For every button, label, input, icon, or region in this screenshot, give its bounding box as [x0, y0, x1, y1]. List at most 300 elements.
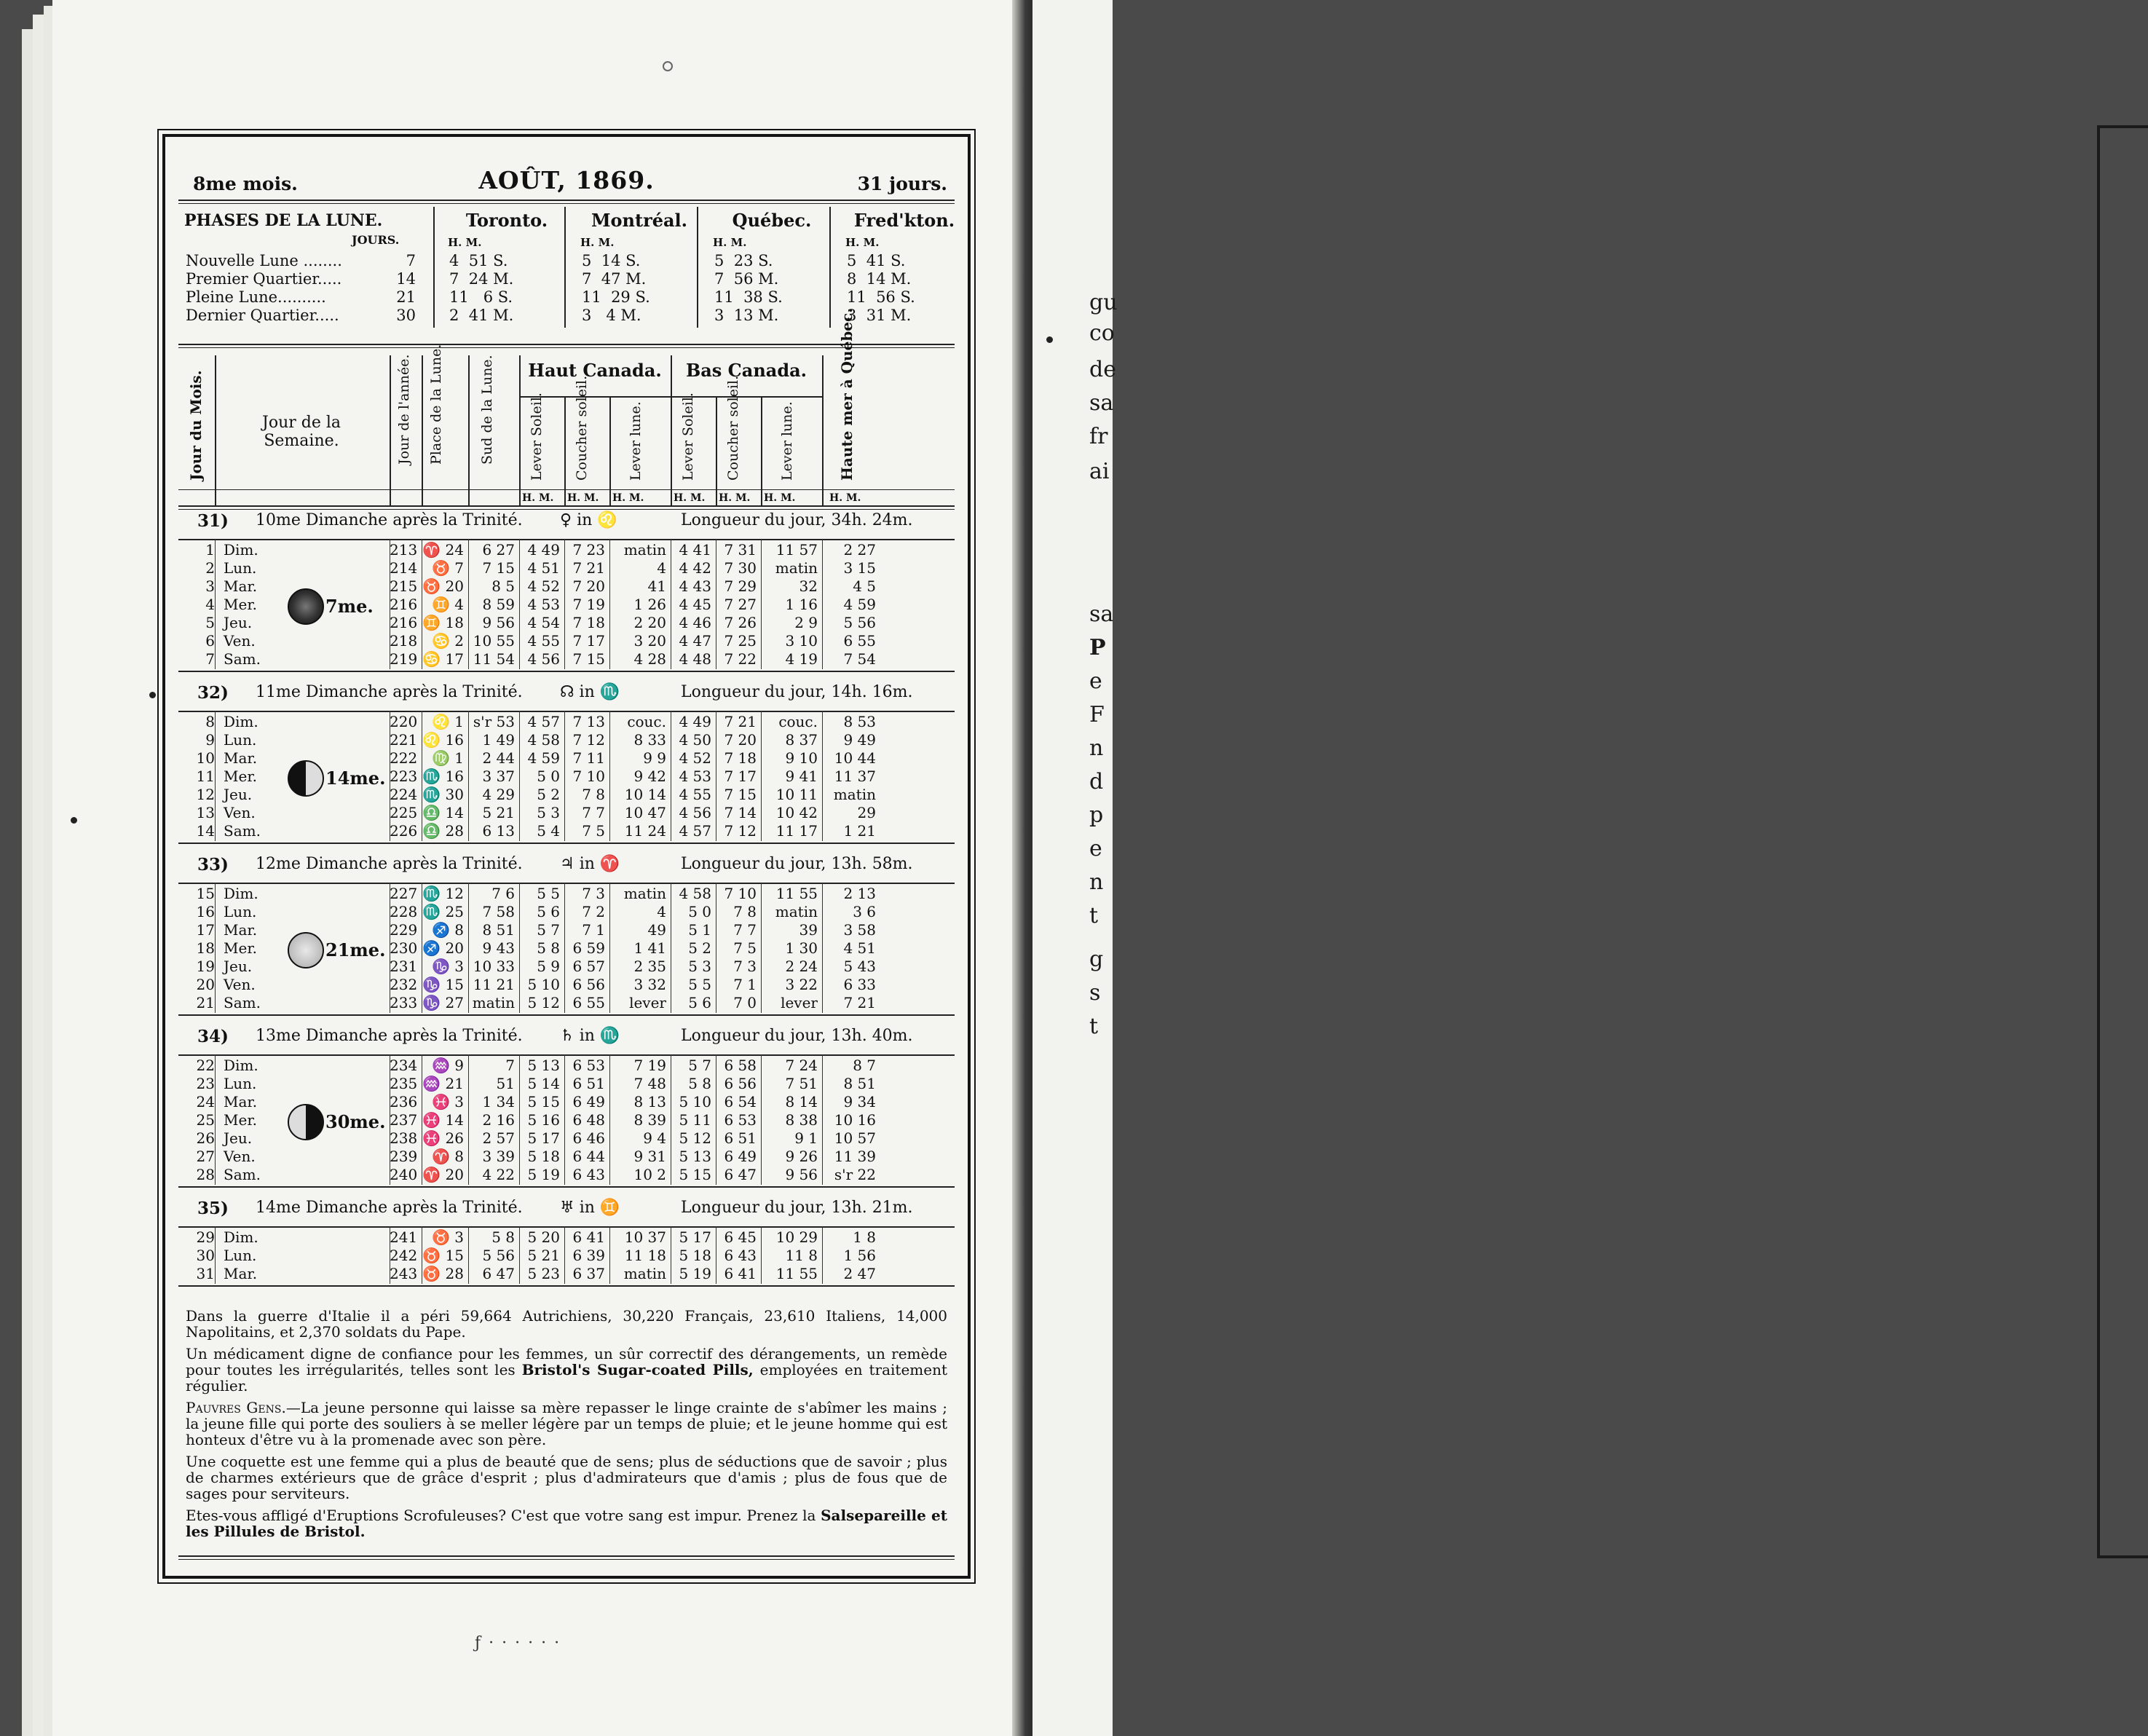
cell: 39: [799, 921, 818, 939]
cell: Sam.: [224, 994, 261, 1011]
column-header: Jour de l'année.: [396, 354, 412, 465]
cell: 7 20: [724, 731, 757, 749]
cell: ♓ 3: [432, 1093, 464, 1110]
cell: ♐ 20: [422, 939, 464, 957]
cell: 237: [390, 1111, 418, 1129]
cell: ♌ 16: [422, 731, 464, 749]
cell: 7 12: [572, 731, 605, 749]
cell: ♉ 3: [432, 1228, 464, 1246]
cell: 7 21: [724, 713, 757, 730]
cell: 27: [196, 1148, 215, 1165]
cell: 236: [390, 1093, 418, 1110]
cell: 2 44: [482, 749, 515, 767]
cell: 4 29: [482, 786, 515, 803]
cell: 9: [205, 731, 215, 749]
cell: 6 55: [843, 632, 876, 650]
cell: 7 24: [785, 1057, 818, 1074]
cell: 3 22: [785, 976, 818, 993]
cell: 4 58: [679, 885, 711, 902]
cell: 7 8: [582, 786, 605, 803]
cell: Mer.: [224, 596, 258, 613]
cell: 7 17: [724, 768, 757, 785]
cell: Ven.: [224, 1148, 256, 1165]
cell: Mer.: [224, 939, 258, 957]
cell: 223: [390, 768, 418, 785]
facing-page: [1032, 0, 1113, 1736]
cell: 26: [196, 1129, 215, 1147]
cell: 243: [390, 1265, 418, 1282]
cell: 4 56: [679, 804, 711, 821]
cell: matin: [775, 903, 818, 920]
facing-letters: P: [1089, 635, 1106, 660]
facing-letters: co: [1089, 320, 1115, 346]
cell: 4 59: [843, 596, 876, 613]
city-name: Montréal.: [591, 210, 688, 231]
cell: 225: [390, 804, 418, 821]
day-row: [178, 731, 955, 749]
cell: 4 49: [679, 713, 711, 730]
column-header: Jour de la Semaine.: [262, 414, 341, 450]
cell: 240: [390, 1166, 418, 1183]
cell: 9 10: [785, 749, 818, 767]
cell: 5 12: [527, 994, 560, 1011]
colhead-divider: [422, 355, 423, 505]
column-group-header: Bas Canada.: [685, 360, 808, 381]
cell: 7 3: [582, 885, 605, 902]
cell: 8 7: [853, 1057, 876, 1074]
day-length: Longueur du jour, 13h. 21m.: [681, 1199, 913, 1217]
phase-time: 3 13 M.: [714, 307, 779, 324]
cell: 231: [390, 958, 418, 975]
cell: couc.: [778, 713, 818, 730]
cell: ♒ 9: [432, 1057, 464, 1074]
note-text: Etes-vous affligé d'Eruptions Scrofuleuses? C'est que votre sang est impur. Prenez la: [186, 1507, 821, 1524]
phase-time: 11 38 S.: [714, 288, 783, 306]
cell: 239: [390, 1148, 418, 1165]
cell: 20: [196, 976, 215, 993]
cell: 11: [196, 768, 215, 785]
phase-time: 11 56 S.: [847, 288, 915, 306]
phases-divider: [433, 207, 435, 328]
cell: 11 8: [785, 1247, 818, 1264]
cell: 11 55: [775, 885, 818, 902]
cell: 6 48: [572, 1111, 605, 1129]
page-mark: [663, 61, 673, 71]
cell: matin: [623, 885, 666, 902]
column-header: Haute mer à Québec.: [838, 307, 856, 481]
cell: 229: [390, 921, 418, 939]
cell: ♊ 4: [432, 596, 464, 613]
cell: 214: [390, 559, 418, 577]
cell: Mar.: [224, 577, 258, 595]
cell: lever: [781, 994, 818, 1011]
page-mark: ƒ · · · · · ·: [475, 1634, 561, 1652]
cell: 222: [390, 749, 418, 767]
colhead-divider: [215, 355, 216, 505]
cell: 11 39: [834, 1148, 876, 1165]
cell: matin: [775, 559, 818, 577]
cell: 215: [390, 577, 418, 595]
phase-day: 14: [396, 270, 416, 288]
cell: 7 17: [572, 632, 605, 650]
cell: 7 7: [733, 921, 757, 939]
cell: Mer.: [224, 768, 258, 785]
cell: 5 19: [679, 1265, 711, 1282]
cell: 9 43: [482, 939, 515, 957]
moon-phase-icon: [288, 588, 324, 625]
cell: ♓ 26: [422, 1129, 464, 1147]
cell: 228: [390, 903, 418, 920]
cell: Sam.: [224, 1166, 261, 1183]
sunday-name: 11me Dimanche après la Trinité.: [256, 683, 523, 701]
cell: 5 2: [688, 939, 711, 957]
cell: 15: [196, 885, 215, 902]
cell: 1 21: [843, 822, 876, 840]
cell: 5 56: [843, 614, 876, 631]
cell: Dim.: [224, 541, 258, 559]
cell: 5 10: [527, 976, 560, 993]
cell: 7 1: [582, 921, 605, 939]
cell: ♉ 15: [422, 1247, 464, 1264]
day-row: [178, 885, 955, 903]
cell: 11 21: [473, 976, 515, 993]
day-row: [178, 650, 955, 668]
cell: ♊ 18: [422, 614, 464, 631]
cell: Lun.: [224, 731, 257, 749]
cell: 7 14: [724, 804, 757, 821]
cell: ♏ 12: [422, 885, 464, 902]
cell: matin: [833, 786, 876, 803]
day-row: [178, 1247, 955, 1265]
facing-letters: gu: [1089, 290, 1118, 315]
cell: Ven.: [224, 804, 256, 821]
facing-letters: g: [1089, 947, 1104, 972]
cell: ♋ 17: [422, 650, 464, 668]
cell: matin: [623, 541, 666, 559]
cell: 4: [657, 903, 666, 920]
cell: 29: [857, 804, 876, 821]
column-header: Jour du Mois.: [187, 370, 205, 481]
cell: 8 38: [785, 1111, 818, 1129]
cell: 6 57: [572, 958, 605, 975]
cell: 6 46: [572, 1129, 605, 1147]
cell: Lun.: [224, 1075, 257, 1092]
cell: 9 4: [643, 1129, 666, 1147]
phase-name: Premier Quartier.....: [186, 270, 342, 288]
day-row: [178, 903, 955, 921]
hm-label: H. M.: [448, 236, 482, 249]
cell: 23: [196, 1075, 215, 1092]
day-row: [178, 1166, 955, 1184]
cell: 1 26: [633, 596, 666, 613]
cell: Mar.: [224, 1265, 258, 1282]
cell: 5 3: [537, 804, 560, 821]
colhead-divider: [822, 355, 824, 505]
cell: 8 37: [785, 731, 818, 749]
cell: 14: [196, 822, 215, 840]
cell: ♏ 25: [422, 903, 464, 920]
cell: 1 56: [843, 1247, 876, 1264]
cell: 49: [647, 921, 666, 939]
cell: 7 19: [633, 1057, 666, 1074]
cell: 1 49: [482, 731, 515, 749]
cell: ♏ 30: [422, 786, 464, 803]
cell: 6 53: [724, 1111, 757, 1129]
cell: Lun.: [224, 903, 257, 920]
cell: 7 12: [724, 822, 757, 840]
cell: 4 46: [679, 614, 711, 631]
cell: 21: [196, 994, 215, 1011]
note-war: Dans la guerre d'Italie il a péri 59,664 Autrichiens, 30,220 Français, 23,610 Italiens, 14,000 Napolitains, et 2,370 soldats du Pape.: [186, 1307, 947, 1341]
week-number: 31): [197, 511, 229, 531]
sunday-name: 13me Dimanche après la Trinité.: [256, 1027, 523, 1045]
cell: 216: [390, 596, 418, 613]
cell: ♈ 24: [422, 541, 464, 559]
cell: 234: [390, 1057, 418, 1074]
margin-dot: [1046, 336, 1053, 343]
cell: 7 30: [724, 559, 757, 577]
cell: 7 48: [633, 1075, 666, 1092]
cell: 6 27: [482, 541, 515, 559]
cell: 2 16: [482, 1111, 515, 1129]
cell: 224: [390, 786, 418, 803]
cell: 5 18: [679, 1247, 711, 1264]
note-coquette: Une coquette est une femme qui a plus de beauté que de sens; plus de séductions que de savoir ; plus de charmes extérieurs que de grâce d'esprit ; plus d'admirateurs que d'amis ; plus de fous que de sages pour serviteurs.: [186, 1453, 947, 1502]
cell: 7 2: [582, 903, 605, 920]
cell: ♈ 20: [422, 1166, 464, 1183]
cell: 6 44: [572, 1148, 605, 1165]
cell: 9 56: [482, 614, 515, 631]
city-name: Québec.: [732, 210, 812, 231]
cell: 7 21: [572, 559, 605, 577]
cell: 4: [657, 559, 666, 577]
cell: 7 54: [843, 650, 876, 668]
day-row: [178, 1075, 955, 1093]
cell: 2 57: [482, 1129, 515, 1147]
note-text: employées en traitement régulier.: [186, 1361, 948, 1394]
facing-page-frame: [2097, 125, 2148, 1558]
cell: 6 49: [572, 1093, 605, 1110]
phase-time: 8 14 M.: [847, 270, 912, 288]
phase-time: 7 56 M.: [714, 270, 779, 288]
cell: 13: [196, 804, 215, 821]
day-length: Longueur du jour, 13h. 58m.: [681, 855, 913, 873]
cell: 5 20: [527, 1228, 560, 1246]
cell: ♉ 20: [422, 577, 464, 595]
cell: 8 59: [482, 596, 515, 613]
phase-time: 5 41 S.: [847, 252, 906, 269]
cell: 2 9: [794, 614, 818, 631]
cell: s'r 53: [473, 713, 515, 730]
cell: 5 23: [527, 1265, 560, 1282]
column-header: Place de la Lune.: [428, 344, 444, 465]
week-header: [178, 1199, 955, 1222]
cell: 51: [496, 1075, 515, 1092]
cell: 4 57: [679, 822, 711, 840]
cell: 7 1: [733, 976, 757, 993]
cell: 10 33: [473, 958, 515, 975]
day-length: Longueur du jour, 34h. 24m.: [681, 511, 913, 529]
cell: 25: [196, 1111, 215, 1129]
footer-rule: [178, 1555, 955, 1560]
planet-position: ♀ in ♌: [560, 511, 617, 529]
cell: 1 41: [633, 939, 666, 957]
cell: 4: [205, 596, 215, 613]
cell: 7 10: [572, 768, 605, 785]
colhead-rule: [519, 396, 822, 398]
cell: 7 18: [572, 614, 605, 631]
phase-time: 4 51 S.: [449, 252, 508, 269]
cell: Dim.: [224, 885, 258, 902]
city-name: Toronto.: [465, 210, 548, 231]
cell: 7 29: [724, 577, 757, 595]
cell: 3 39: [482, 1148, 515, 1165]
colhead-rule: [178, 505, 955, 510]
cell: 242: [390, 1247, 418, 1264]
phase-time: 5 14 S.: [582, 252, 641, 269]
cell: 9 41: [785, 768, 818, 785]
cell: 7 13: [572, 713, 605, 730]
cell: 6 54: [724, 1093, 757, 1110]
day-row: [178, 1057, 955, 1075]
hm-label: H. M.: [567, 492, 599, 504]
moon-phase-label: 30me.: [325, 1111, 386, 1132]
spine-shadow: [1012, 0, 1034, 1736]
cell: 5 8: [688, 1075, 711, 1092]
day-row: [178, 1148, 955, 1166]
note-medicine: [186, 1346, 947, 1394]
cell: 7 58: [482, 903, 515, 920]
column-header: Lever Soleil.: [529, 392, 545, 481]
cell: 6 58: [724, 1057, 757, 1074]
day-length: Longueur du jour, 13h. 40m.: [681, 1027, 913, 1045]
week-number: 34): [197, 1027, 229, 1046]
cell: 7 31: [724, 541, 757, 559]
cell: 9 56: [785, 1166, 818, 1183]
page-header: [178, 166, 955, 198]
hm-label: H. M.: [845, 236, 880, 249]
cell: 5 21: [482, 804, 515, 821]
cell: 4 47: [679, 632, 711, 650]
cell: 12: [196, 786, 215, 803]
facing-letters: fr: [1089, 424, 1108, 449]
hm-label: H. M.: [522, 492, 554, 504]
week-number: 32): [197, 683, 229, 703]
cell: 6 33: [843, 976, 876, 993]
cell: 5 43: [843, 958, 876, 975]
cell: 6 55: [572, 994, 605, 1011]
header-rule: [178, 200, 955, 204]
cell: 5 8: [537, 939, 560, 957]
cell: 226: [390, 822, 418, 840]
cell: 4 51: [527, 559, 560, 577]
cell: 9 42: [633, 768, 666, 785]
cell: Sam.: [224, 650, 261, 668]
cell: Dim.: [224, 1057, 258, 1074]
cell: 7 15: [724, 786, 757, 803]
cell: ♐ 8: [432, 921, 464, 939]
cell: 7: [505, 1057, 515, 1074]
moon-phase-icon: [288, 932, 324, 968]
hm-label: H. M.: [580, 236, 615, 249]
cell: 9 1: [794, 1129, 818, 1147]
cell: 4 54: [527, 614, 560, 631]
cell: 4 55: [527, 632, 560, 650]
cell: Mar.: [224, 749, 258, 767]
cell: 6 37: [572, 1265, 605, 1282]
cell: 3 58: [843, 921, 876, 939]
cell: Ven.: [224, 976, 256, 993]
facing-letters: e: [1089, 836, 1102, 861]
cell: 10 42: [775, 804, 818, 821]
cell: 7 11: [572, 749, 605, 767]
cell: 6 53: [572, 1057, 605, 1074]
week-header: [178, 855, 955, 878]
cell: 7 10: [724, 885, 757, 902]
product-name: Bristol's Sugar-coated Pills,: [521, 1361, 754, 1378]
cell: 5 1: [688, 921, 711, 939]
phase-time: 3 4 M.: [582, 307, 641, 324]
cell: ♎ 14: [422, 804, 464, 821]
phase-day: 21: [396, 288, 416, 306]
month-number: 8me mois.: [193, 173, 298, 194]
cell: 5 12: [679, 1129, 711, 1147]
cell: 2 27: [843, 541, 876, 559]
cell: 4 51: [843, 939, 876, 957]
cell: 10 29: [775, 1228, 818, 1246]
hm-label: H. M.: [719, 492, 751, 504]
phase-time: 3 31 M.: [847, 307, 912, 324]
cell: 7 5: [582, 822, 605, 840]
cell: 5 14: [527, 1075, 560, 1092]
cell: Ven.: [224, 632, 256, 650]
sunday-name: 10me Dimanche après la Trinité.: [256, 511, 523, 529]
note-pauvres: [186, 1400, 947, 1448]
cell: 10 57: [834, 1129, 876, 1147]
cell: 4 56: [527, 650, 560, 668]
cell: ♍ 1: [432, 749, 464, 767]
cell: 8 14: [785, 1093, 818, 1110]
facing-letters: t: [1089, 1014, 1099, 1039]
cell: Lun.: [224, 1247, 257, 1264]
cell: 11 18: [624, 1247, 666, 1264]
cell: ♌ 1: [432, 713, 464, 730]
cell: 219: [390, 650, 418, 668]
hm-label: H. M.: [764, 492, 796, 504]
cell: 7 8: [733, 903, 757, 920]
cell: 5 21: [527, 1247, 560, 1264]
phase-name: Nouvelle Lune ........: [186, 252, 342, 269]
cell: Mar.: [224, 1093, 258, 1110]
cell: 6 41: [572, 1228, 605, 1246]
cell: ♑ 27: [422, 994, 464, 1011]
colhead-rule: [178, 489, 955, 490]
cell: 7 22: [724, 650, 757, 668]
cell: 31: [196, 1265, 215, 1282]
cell: 10 44: [834, 749, 876, 767]
cell: 3 10: [785, 632, 818, 650]
cell: 10 47: [624, 804, 666, 821]
cell: 10: [196, 749, 215, 767]
cell: ♎ 28: [422, 822, 464, 840]
cell: 7 20: [572, 577, 605, 595]
cell: 235: [390, 1075, 418, 1092]
week-header: [178, 1027, 955, 1050]
cell: 5 56: [482, 1247, 515, 1264]
phase-day: 30: [396, 307, 416, 324]
facing-letters: t: [1089, 903, 1099, 928]
cell: 18: [196, 939, 215, 957]
